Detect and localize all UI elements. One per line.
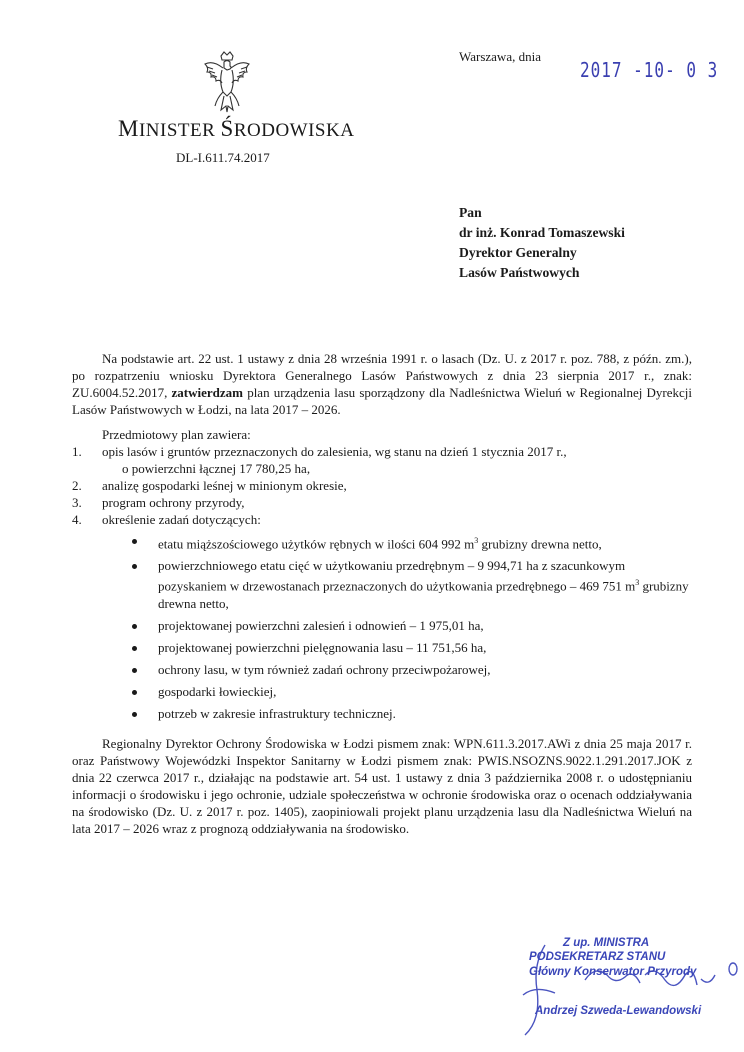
list-item bbox=[72, 477, 692, 494]
superscript: 3 bbox=[635, 578, 640, 588]
place-date-label: Warszawa, dnia bbox=[459, 49, 541, 64]
addressee-organization: Lasów Państwowych bbox=[459, 265, 580, 280]
ministry-title-initial-2: Ś bbox=[220, 116, 234, 141]
list-item bbox=[72, 511, 692, 722]
sublist-item bbox=[132, 661, 692, 678]
eagle-emblem-icon bbox=[199, 50, 255, 114]
superscript: 3 bbox=[474, 536, 479, 545]
bullet-icon bbox=[132, 539, 137, 544]
sublist-item-text: ochrony lasu, w tym również zadań ochrony przeciwpożarowej, bbox=[158, 661, 491, 677]
sublist-item-text: projektowanej powierzchni zalesień i odnowień – 1 975,01 ha, bbox=[158, 617, 484, 633]
list-item-number: 2. bbox=[72, 478, 82, 493]
signature-line-3: Główny Konserwator Przyrody bbox=[529, 966, 697, 978]
ministry-title-part-2: RODOWISKA bbox=[233, 120, 355, 141]
sublist-item bbox=[132, 683, 692, 700]
list-item-number: 3. bbox=[72, 495, 82, 510]
sublist-item-text: powierzchniowego etatu cięć w użytkowaniu przedrębnym – 9 994,71 ha z szacunkowym pozyskaniem w drzewostanach przeznaczonych do użytkowania przedrębnego – 469 751 m bbox=[158, 558, 636, 594]
list-item-number: 4. bbox=[72, 512, 82, 527]
sublist-item-text: projektowanej powierzchni pielęgnowania lasu – 11 751,56 ha, bbox=[158, 639, 487, 655]
signature-stamp bbox=[515, 935, 740, 1045]
ministry-title bbox=[118, 116, 354, 142]
letter-body bbox=[72, 350, 692, 837]
bullet-icon bbox=[132, 564, 137, 569]
plan-contents-list bbox=[72, 443, 692, 722]
paragraph-decision-part-2: plan urządzenia lasu sporządzony dla Nadleśnictwa Wieluń w Regionalnej Dyrekcji Lasów Państwowych w Łodzi, na lata 2017 – 2026. bbox=[72, 385, 693, 417]
signature-line-4: Andrzej Szweda-Lewandowski bbox=[535, 1005, 702, 1017]
list-item-text: program ochrony przyrody, bbox=[102, 495, 245, 510]
sublist-item bbox=[132, 639, 692, 656]
list-item bbox=[72, 443, 692, 477]
ministry-title-initial-1: M bbox=[118, 116, 139, 141]
sublist-item bbox=[132, 557, 692, 611]
list-item-text: określenie zadań dotyczących: bbox=[102, 512, 261, 527]
reference-number: DL-I.611.74.2017 bbox=[176, 150, 270, 165]
paragraph-decision bbox=[72, 350, 692, 418]
plan-intro: Przedmiotowy plan zawiera: bbox=[102, 427, 251, 442]
addressee-block bbox=[459, 203, 625, 283]
bullet-icon bbox=[132, 646, 137, 651]
addressee-salutation: Pan bbox=[459, 205, 482, 220]
signature-line-2: PODSEKRETARZ STANU bbox=[529, 951, 666, 963]
sublist-item-text: gospodarki łowieckiej, bbox=[158, 683, 277, 699]
bullet-icon bbox=[132, 668, 137, 673]
tasks-sublist bbox=[102, 532, 692, 722]
ministry-title-part-1: INISTER bbox=[138, 120, 221, 141]
bullet-icon bbox=[132, 624, 137, 629]
sublist-item-text: etatu miąższościowego użytków rębnych w ilości 604 992 m bbox=[158, 536, 475, 552]
sublist-item-text: potrzeb w zakresie infrastruktury technicznej. bbox=[158, 705, 396, 721]
sublist-item bbox=[132, 532, 692, 552]
paragraph-decision-part-1: Na podstawie art. 22 ust. 1 ustawy z dnia 28 września 1991 r. o lasach (Dz. U. z 2017 r. poz. 788, z późn. zm.), po rozpatrzeniu wniosku Dyrektora Generalnego Lasów Państwowych z dnia 23 sierpnia 2017 r., znak: ZU.6004.52.2017, bbox=[72, 351, 692, 400]
bullet-icon bbox=[132, 712, 137, 717]
list-item bbox=[72, 494, 692, 511]
sublist-item bbox=[132, 617, 692, 634]
stamped-date: 2017 -10- 0 3 bbox=[580, 58, 719, 82]
addressee-position: Dyrektor Generalny bbox=[459, 245, 577, 260]
sublist-item bbox=[132, 705, 692, 722]
addressee-name: dr inż. Konrad Tomaszewski bbox=[459, 225, 625, 240]
list-item-text: analizę gospodarki leśnej w minionym okresie, bbox=[102, 478, 347, 493]
list-item-continuation: o powierzchni łącznej 17 780,25 ha, bbox=[122, 461, 311, 476]
approval-keyword: zatwierdzam bbox=[171, 385, 243, 400]
sublist-item-text-end: grubizny drewna netto, bbox=[478, 536, 602, 552]
bullet-icon bbox=[132, 690, 137, 695]
list-item-number: 1. bbox=[72, 444, 82, 459]
sublist-item-text-end: grubizny drewna netto, bbox=[158, 578, 689, 611]
signature-line-1: Z up. MINISTRA bbox=[563, 937, 650, 949]
list-item-text: opis lasów i gruntów przeznaczonych do zalesienia, wg stanu na dzień 1 stycznia 2017 r., bbox=[102, 444, 567, 459]
paragraph-opinions: Regionalny Dyrektor Ochrony Środowiska w Łodzi pismem znak: WPN.611.3.2017.AWi z dnia 25 maja 2017 r. oraz Państwowy Wojewódzki Inspektor Sanitarny w Łodzi pismem znak: PWIS.NSOZNS.9022.1.291.2017.JOK z dnia 22 czerwca 2017 r., działając na podstawie art. 54 ust. 1 ustawy z dnia 3 października 2008 r. o udostępnianiu informacji o środowisku i jego ochronie, udziale społeczeństwa w ochronie środowiska oraz o ocenach oddziaływania na środowisko (Dz. U. z 2017 r. poz. 1405), zaopiniowali projekt planu urządzenia lasu dla Nadleśnictwa Wieluń na lata 2017 – 2026 wraz z prognozą oddziaływania na środowisko. bbox=[72, 735, 692, 836]
